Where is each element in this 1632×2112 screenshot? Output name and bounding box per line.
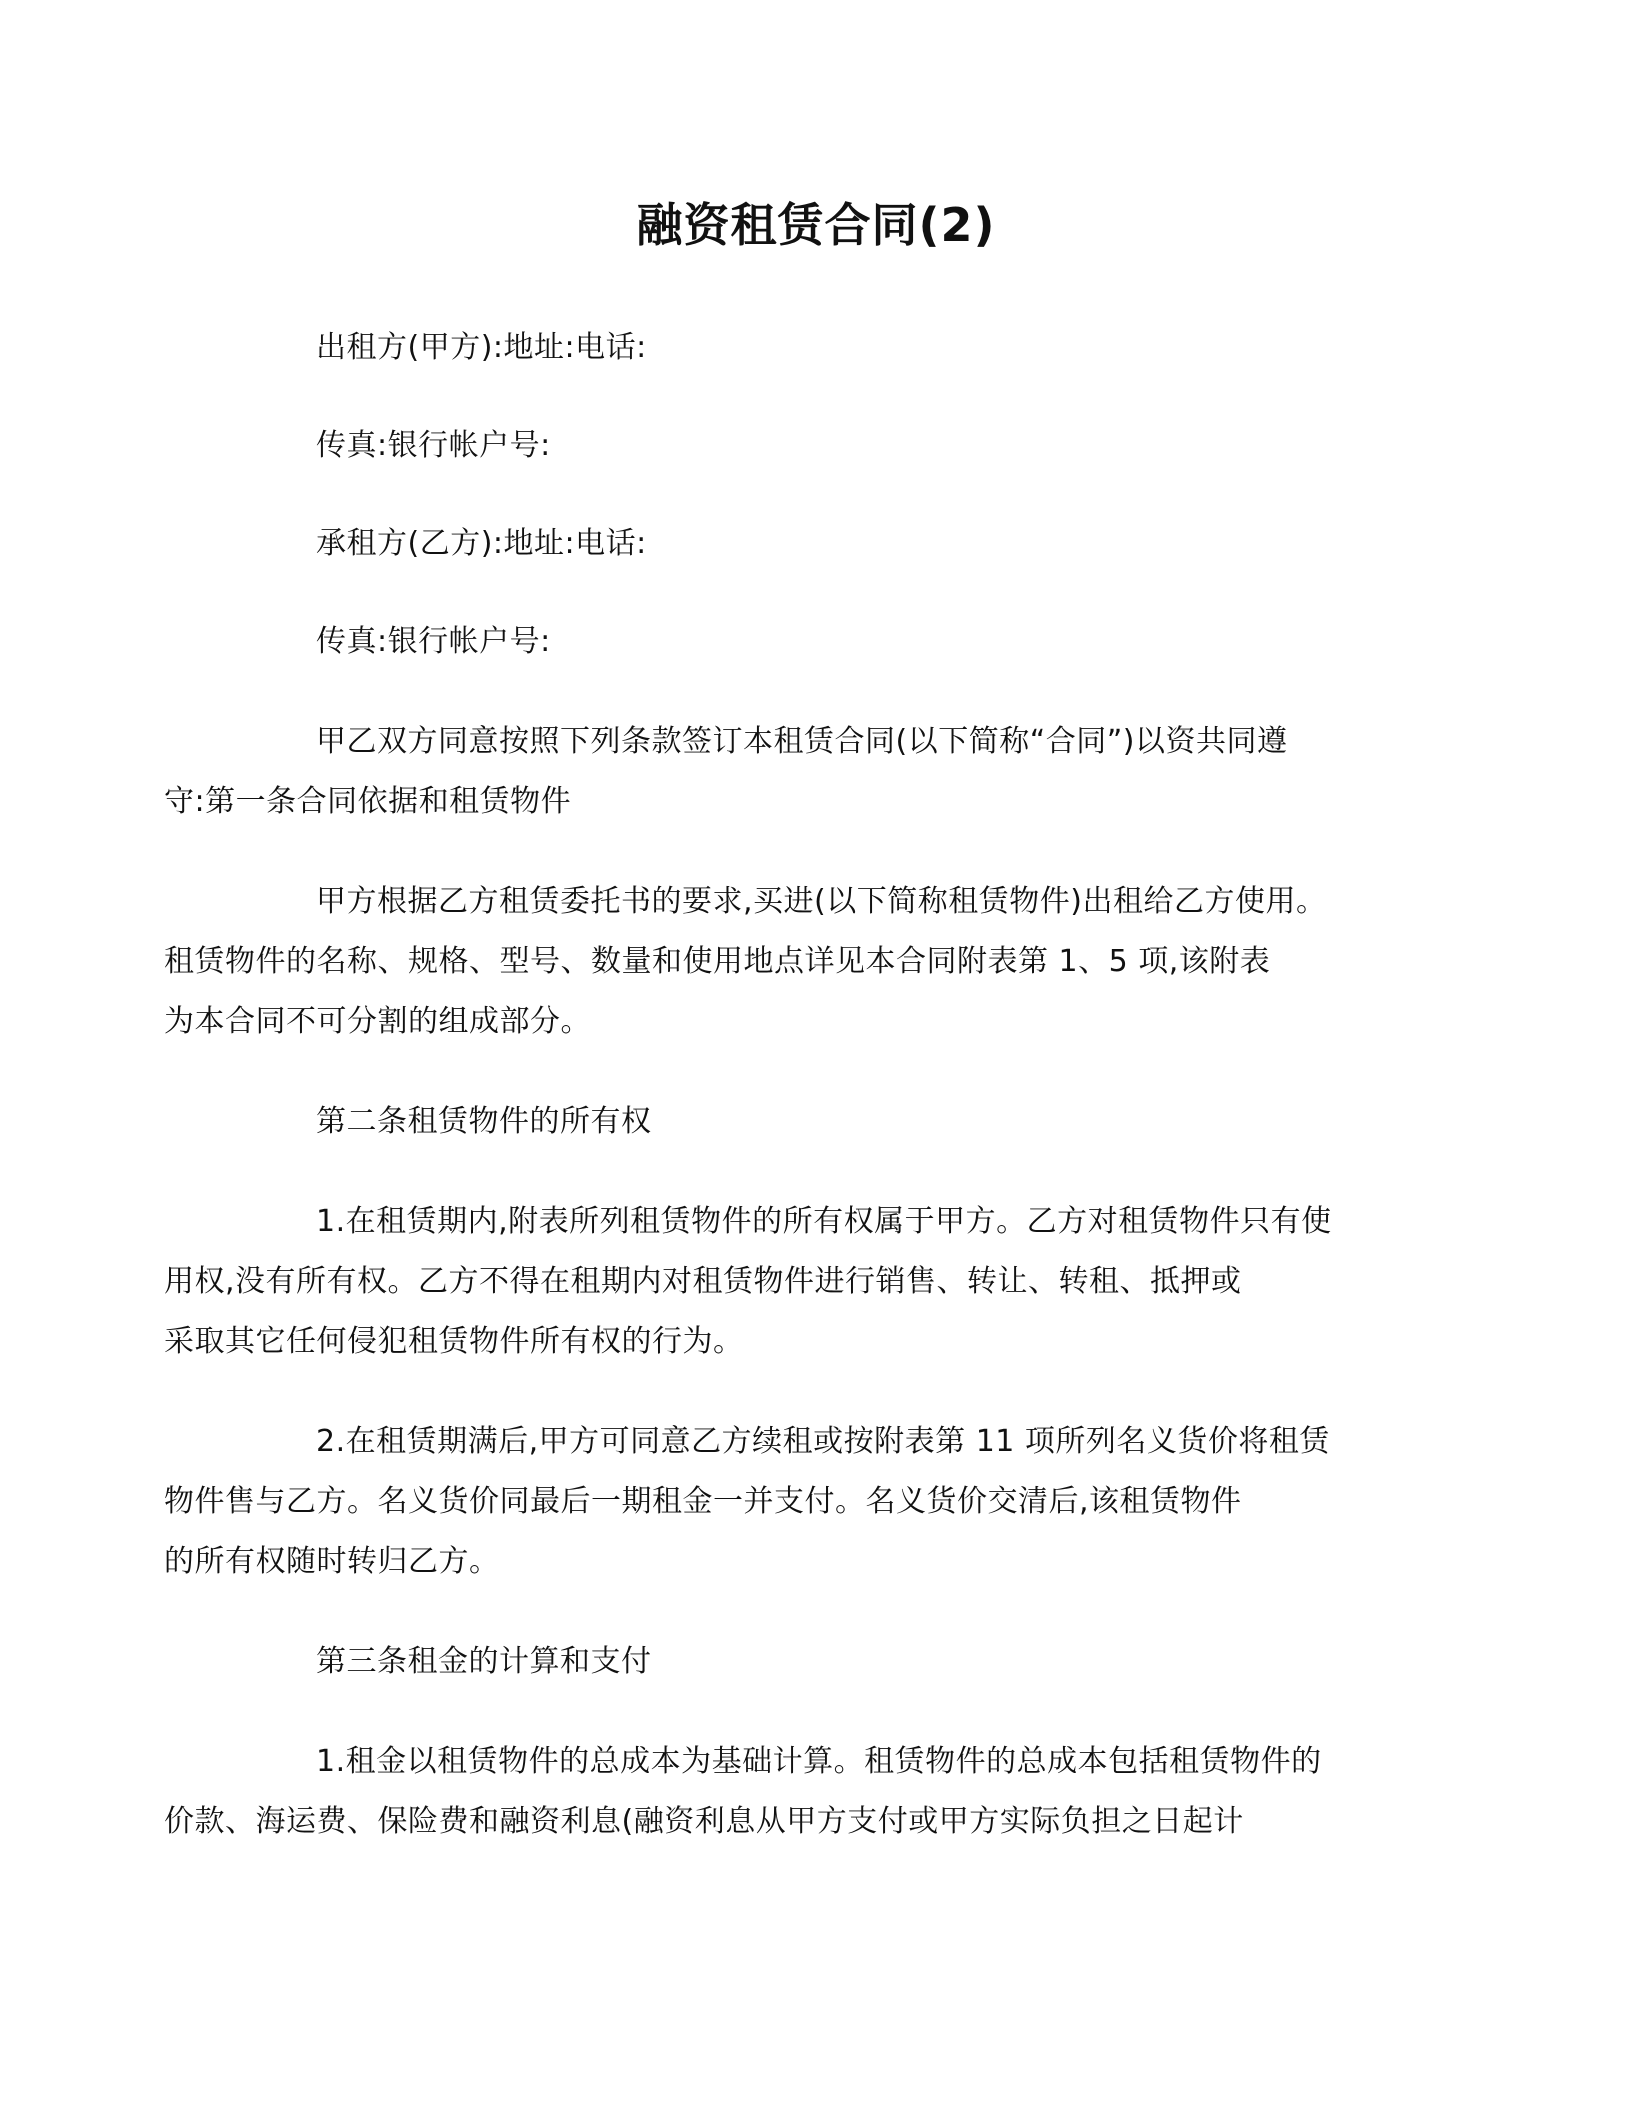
article1-paragraph bbox=[164, 872, 1380, 1052]
intro-line-1: 甲乙双方同意按照下列条款签订本租赁合同(以下简称“合同”)以资共同遵 bbox=[316, 724, 1288, 759]
article2-heading: 第二条租赁物件的所有权 bbox=[316, 1104, 652, 1139]
article3-paragraph-1 bbox=[164, 1732, 1380, 1852]
lessor-fax-bank-line: 传真:银行帐户号: bbox=[316, 428, 551, 463]
lessee-info-line: 承租方(乙方):地址:电话: bbox=[316, 526, 647, 561]
article2-p2-line-3: 的所有权随时转归乙方。 bbox=[164, 1544, 500, 1579]
article3-p1-line-2: 价款、海运费、保险费和融资利息(融资利息从甲方支付或甲方实际负担之日起计 bbox=[164, 1804, 1244, 1839]
lessor-info-line: 出租方(甲方):地址:电话: bbox=[316, 330, 647, 365]
article2-p1-line-3: 采取其它任何侵犯租赁物件所有权的行为。 bbox=[164, 1324, 744, 1359]
lessee-fax-bank-line: 传真:银行帐户号: bbox=[316, 624, 551, 659]
article1-line-3: 为本合同不可分割的组成部分。 bbox=[164, 1004, 591, 1039]
intro-line-2: 守:第一条合同依据和租赁物件 bbox=[164, 784, 572, 819]
article1-line-1: 甲方根据乙方租赁委托书的要求,买进(以下简称租赁物件)出租给乙方使用。 bbox=[316, 884, 1327, 919]
article2-p2-line-2: 物件售与乙方。名义货价同最后一期租金一并支付。名义货价交清后,该租赁物件 bbox=[164, 1484, 1242, 1519]
document-title: 融资租赁合同(2) bbox=[636, 198, 996, 252]
article2-p1-line-2: 用权,没有所有权。乙方不得在租期内对租赁物件进行销售、转让、转租、抵押或 bbox=[164, 1264, 1242, 1299]
intro-paragraph bbox=[164, 712, 1380, 832]
article2-p2-line-1: 2.在租赁期满后,甲方可同意乙方续租或按附表第 11 项所列名义货价将租赁 bbox=[316, 1424, 1330, 1459]
article3-heading: 第三条租金的计算和支付 bbox=[316, 1644, 652, 1679]
article2-paragraph-2 bbox=[164, 1412, 1380, 1592]
article1-line-2: 租赁物件的名称、规格、型号、数量和使用地点详见本合同附表第 1、5 项,该附表 bbox=[164, 944, 1271, 979]
article2-p1-line-1: 1.在租赁期内,附表所列租赁物件的所有权属于甲方。乙方对租赁物件只有使 bbox=[316, 1204, 1332, 1239]
article3-p1-line-1: 1.租金以租赁物件的总成本为基础计算。租赁物件的总成本包括租赁物件的 bbox=[316, 1744, 1322, 1779]
article2-paragraph-1 bbox=[164, 1192, 1380, 1372]
